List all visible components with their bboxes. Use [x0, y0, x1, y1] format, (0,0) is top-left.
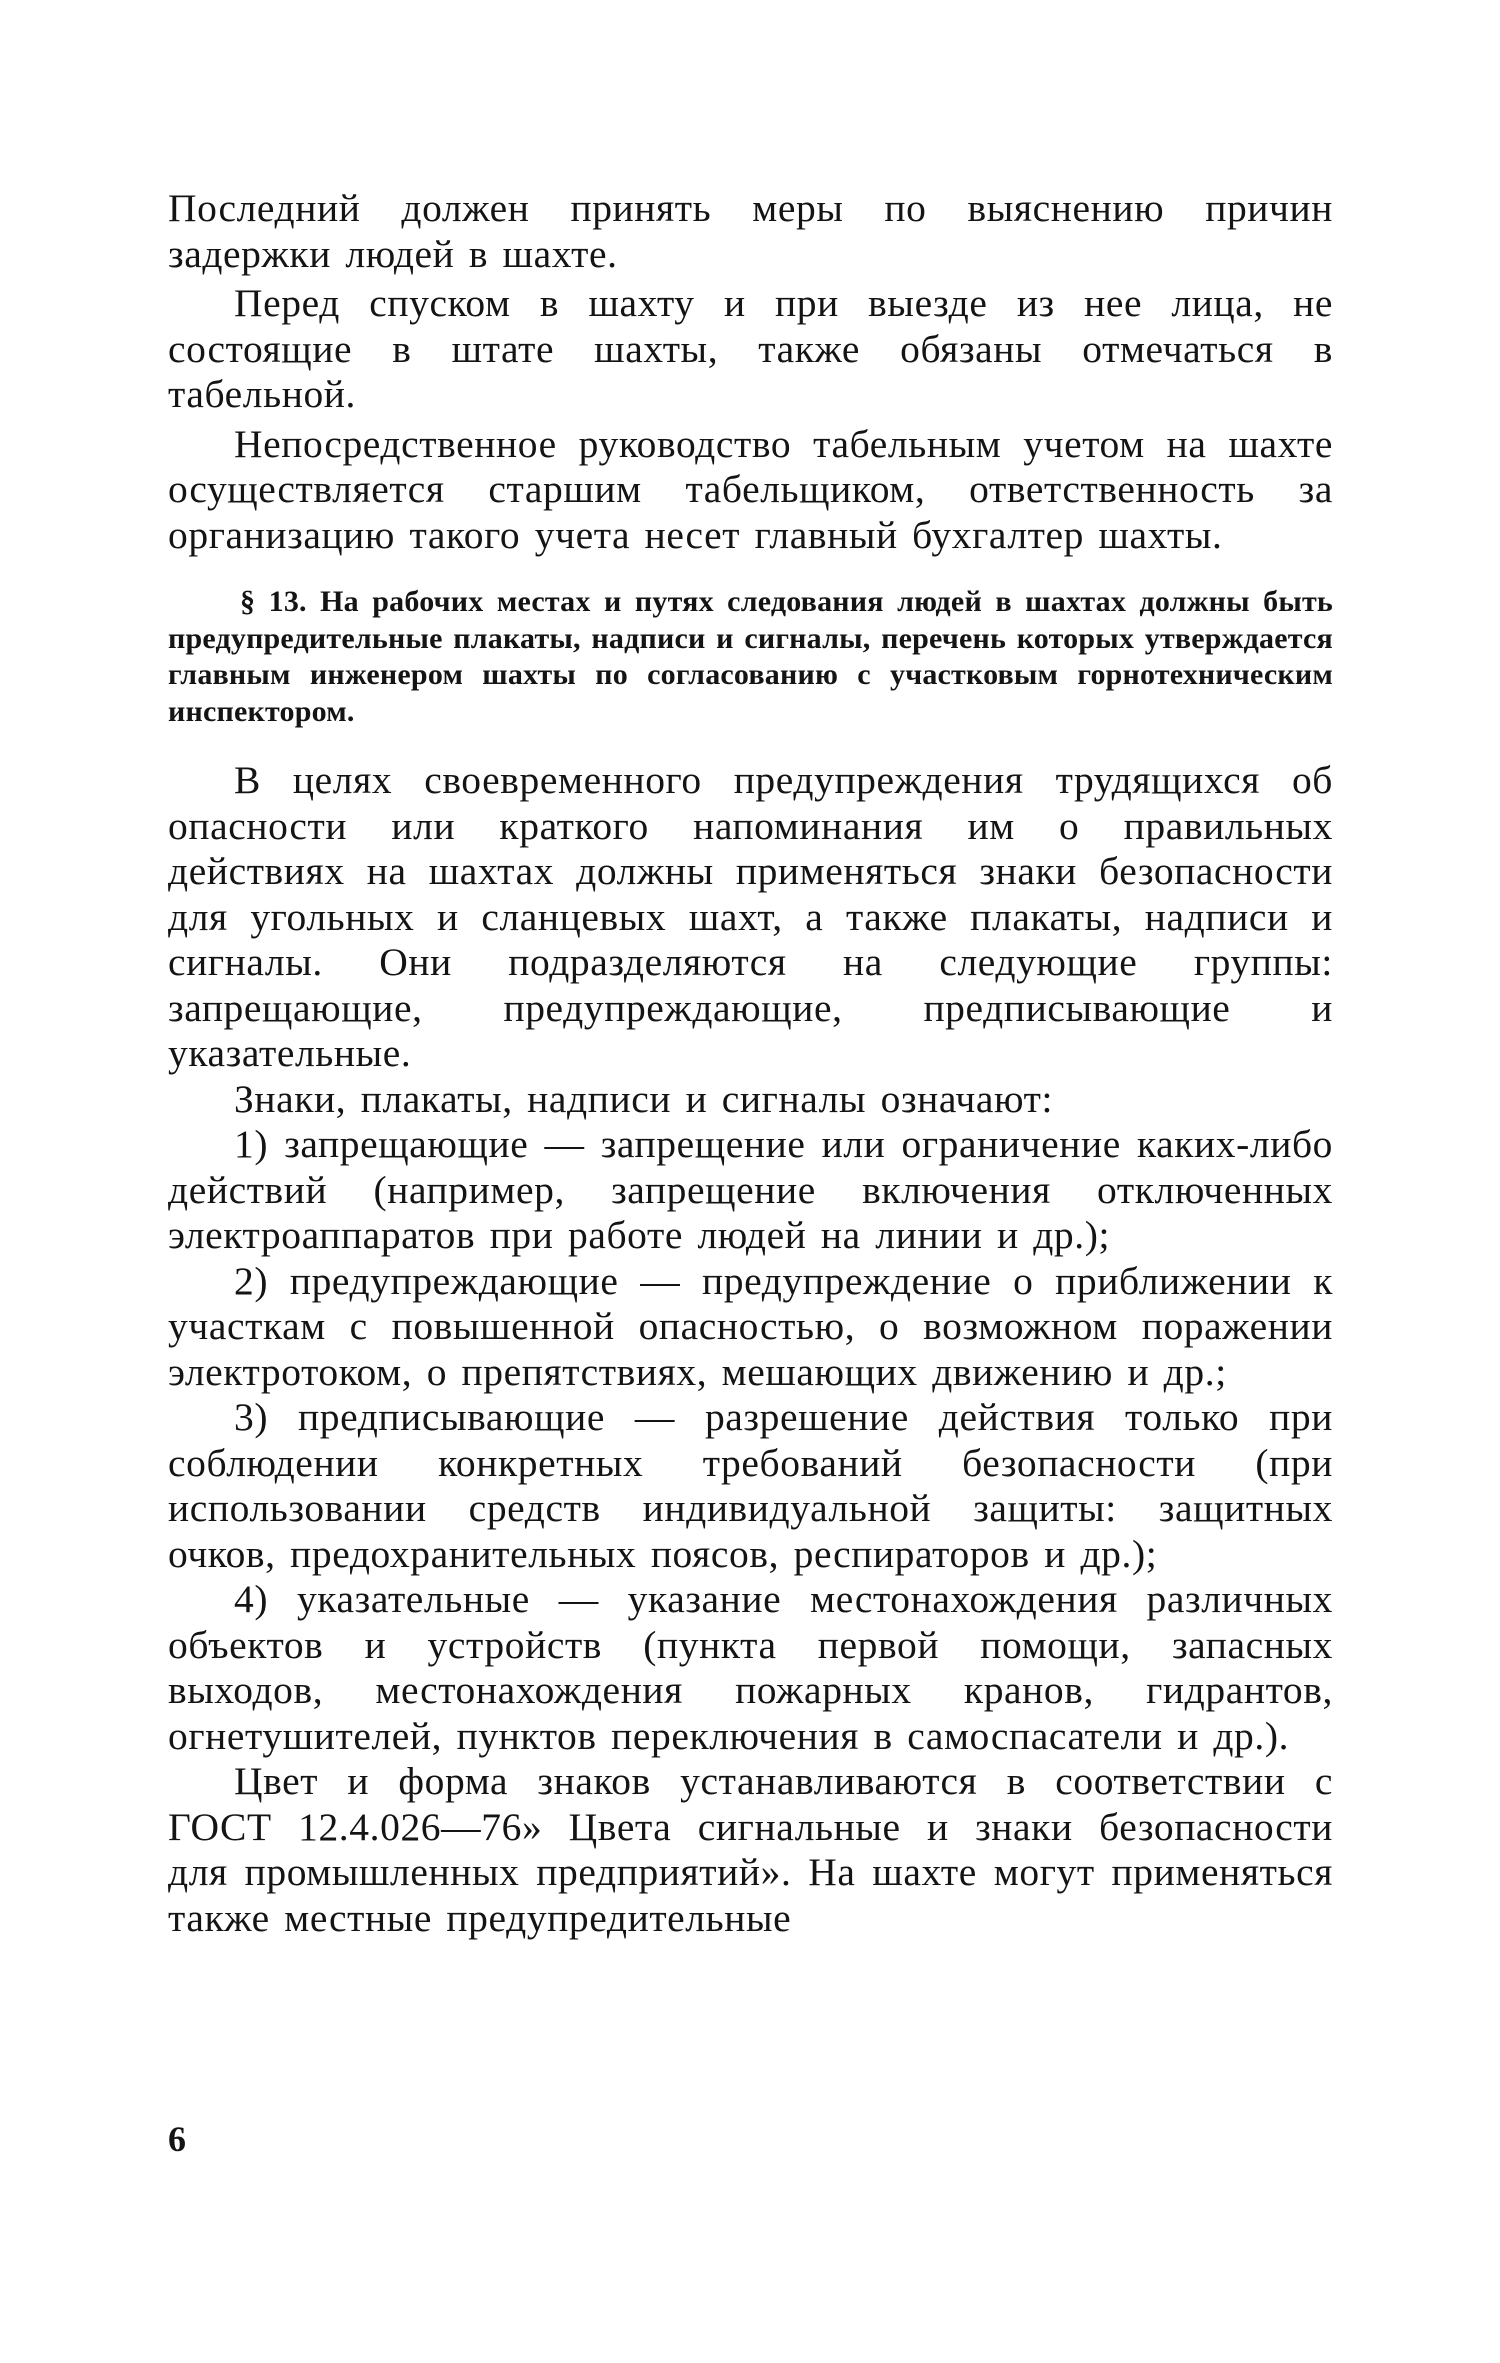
page-body — [168, 186, 1333, 1941]
list-item-mandatory: 3) предписывающие — разрешение действия только при соблюдении конкретных требований безопасности (при использовании средств индивидуальной защиты: защитных очков, предохранительных поясов, респираторов и др.); — [168, 1395, 1333, 1576]
paragraph-safety-signs-intro: В целях своевременного предупреждения трудящихся об опасности или краткого напоминания им о правильных действиях на шахтах должны применяться знаки безопасности для угольных и сланцевых шахт, а также плакаты, надписи и сигналы. Они подразделяются на следующие группы: запрещающие, предупреждающие, предписывающие и указательные. — [168, 758, 1333, 1075]
page-number: 6 — [168, 2119, 186, 2159]
list-item-warning: 2) предупреждающие — предупреждение о приближении к участкам с повышенной опасностью, о возможном поражении электротоком, о препятствиях, мешающих движению и др.; — [168, 1258, 1333, 1394]
paragraph-timekeeping-management: Непосредственное руководство табельным учетом на шахте осуществляется старшим табельщиком, ответственность за организацию такого учета несет главный бухгалтер шахты. — [168, 421, 1333, 557]
paragraph-signs-meaning: Знаки, плакаты, надписи и сигналы означают: — [234, 1076, 1054, 1121]
list-item-prohibiting: 1) запрещающие — запрещение или ограничение каких-либо действий (например, запрещение включения отключенных электроаппаратов при работе людей на линии и др.); — [168, 1122, 1333, 1257]
paragraph-visitors-registration: Перед спуском в шахту и при выезде из нее лица, не состоящие в штате шахты, также обязаны отмечаться в табельной. — [168, 281, 1333, 416]
clause-13: § 13. На рабочих местах и путях следования людей в шахтах должны быть предупредительные плакаты, надписи и сигналы, перечень которых утверждается главным инженером шахты по согласованию с участковым горнотехническим инспектором. — [168, 585, 1333, 728]
paragraph-gost-colors: Цвет и форма знаков устанавливаются в соответствии с ГОСТ 12.4.026—76» Цвета сигнальные и знаки безопасности для промышленных предприятий». На шахте могут применяться также местные предупредительные — [168, 1759, 1333, 1940]
paragraph-shift-delay: Последний должен принять меры по выяснению причин задержки людей в шахте. — [168, 186, 1333, 276]
list-item-indicative: 4) указательные — указание местонахождения различных объектов и устройств (пункта первой помощи, запасных выходов, местонахождения пожарных кранов, гидрантов, огнетушителей, пунктов переключения в самоспасатели и др.). — [168, 1577, 1333, 1758]
